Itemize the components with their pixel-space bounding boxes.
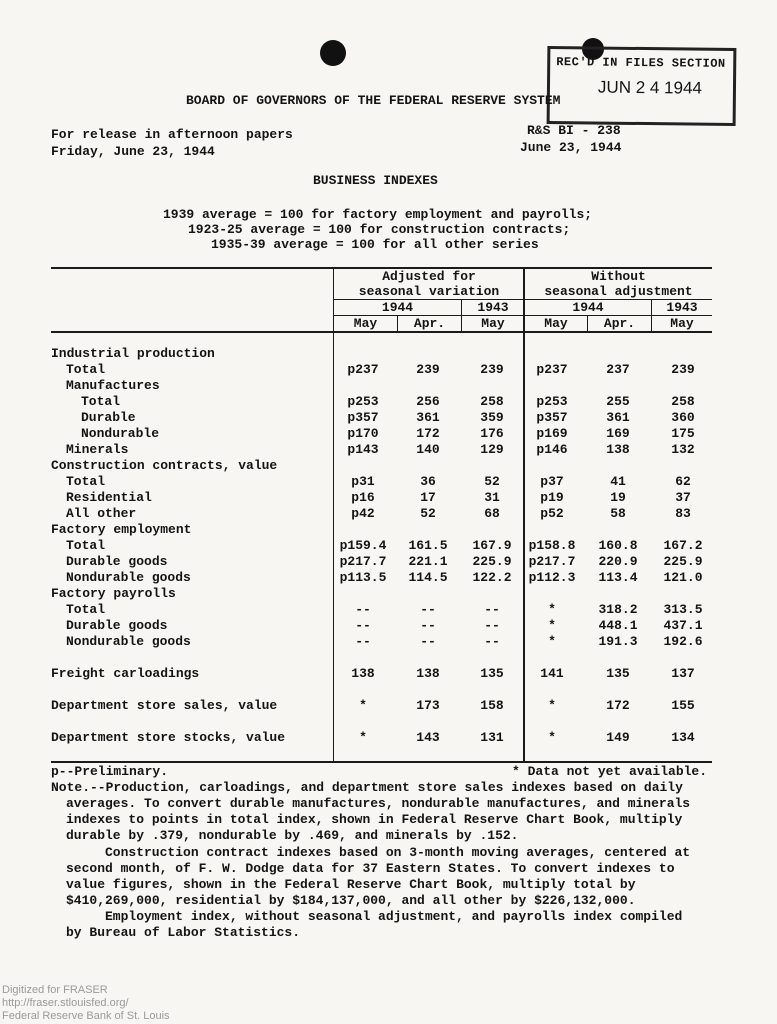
table-cell: p42	[351, 506, 375, 521]
table-cell: 149	[606, 730, 630, 745]
table-cell: *	[548, 602, 556, 617]
row-label: Nondurable goods	[66, 570, 191, 585]
table-cell: 225.9	[472, 554, 512, 569]
reference-date: June 23, 1944	[520, 140, 622, 155]
table-cell: p158.8	[528, 538, 576, 553]
table-cell: p31	[351, 474, 375, 489]
table-cell: 129	[480, 442, 504, 457]
table-cell: --	[355, 602, 371, 617]
release-line-1: For release in afternoon papers	[51, 127, 293, 142]
table-cell: 122.2	[472, 570, 512, 585]
table-cell: p217.7	[528, 554, 576, 569]
table-cell: *	[548, 730, 556, 745]
table-cell: 140	[416, 442, 440, 457]
month-header: May	[670, 316, 694, 331]
table-cell: 437.1	[663, 618, 703, 633]
group-without-line-2: seasonal adjustment	[544, 284, 693, 299]
table-cell: 143	[416, 730, 440, 745]
year-header: 1944	[381, 300, 414, 315]
row-label: Nondurable goods	[66, 634, 191, 649]
table-cell: p237	[536, 362, 568, 377]
table-cell: --	[484, 602, 500, 617]
table-cell: 83	[675, 506, 691, 521]
table-cell: 258	[480, 394, 504, 409]
table-cell: *	[548, 634, 556, 649]
note-line: Construction contract indexes based on 3-month moving averages, centered at	[105, 845, 691, 860]
table-cell: 132	[671, 442, 695, 457]
table-cell: 19	[610, 490, 626, 505]
table-cell: 138	[351, 666, 375, 681]
note-line: Note.--Production, carloadings, and department store sales indexes based on daily	[51, 780, 683, 795]
table-cell: --	[355, 634, 371, 649]
table-cell: --	[420, 618, 436, 633]
month-header: Apr.	[413, 316, 446, 331]
column-divider	[333, 268, 334, 762]
row-label: Total	[66, 538, 106, 553]
month-header: May	[353, 316, 378, 331]
footer-bank: Federal Reserve Bank of St. Louis	[2, 1010, 170, 1022]
table-cell: 448.1	[598, 618, 638, 633]
row-label: Durable	[81, 410, 136, 425]
table-cell: --	[484, 634, 500, 649]
header-bottom-rule	[51, 331, 712, 333]
table-cell: p113.5	[339, 570, 387, 585]
table-cell: 167.2	[663, 538, 703, 553]
table-cell: 135	[606, 666, 630, 681]
table-cell: 192.6	[663, 634, 703, 649]
not-available-note: * Data not yet available.	[512, 764, 708, 779]
table-cell: 167.9	[472, 538, 512, 553]
table-cell: 135	[480, 666, 504, 681]
table-cell: p169	[536, 426, 568, 441]
row-label: Factory payrolls	[51, 586, 176, 601]
table-cell: 138	[416, 666, 440, 681]
table-cell: 31	[484, 490, 500, 505]
table-cell: --	[484, 618, 500, 633]
row-label: Industrial production	[51, 346, 215, 361]
table-cell: 239	[480, 362, 504, 377]
table-cell: p143	[347, 442, 379, 457]
table-cell: 155	[671, 698, 695, 713]
table-cell: 141	[540, 666, 564, 681]
table-cell: 169	[606, 426, 630, 441]
table-cell: *	[359, 698, 367, 713]
table-cell: 114.5	[408, 570, 448, 585]
row-label: Factory employment	[51, 522, 192, 537]
row-label: Durable goods	[66, 554, 168, 569]
table-cell: *	[548, 698, 556, 713]
table-cell: 172	[416, 426, 440, 441]
table-cell: 221.1	[408, 554, 448, 569]
row-label: Department store stocks, value	[51, 730, 286, 745]
table-cell: p237	[347, 362, 379, 377]
row-label: Total	[81, 394, 121, 409]
table-cell: 137	[671, 666, 695, 681]
table-cell: 131	[480, 730, 504, 745]
table-cell: 359	[480, 410, 504, 425]
note-line: averages. To convert durable manufactures, nondurable manufactures, and minerals	[66, 796, 691, 811]
year-header: 1943	[477, 300, 509, 315]
table-cell: 220.9	[598, 554, 638, 569]
group-adjusted-line-2: seasonal variation	[358, 284, 500, 299]
table-cell: 239	[416, 362, 440, 377]
table-cell: 158	[480, 698, 504, 713]
year-header: 1944	[572, 300, 604, 315]
table-cell: 256	[416, 394, 440, 409]
month-header: May	[544, 316, 568, 331]
table-cell: 161.5	[408, 538, 448, 553]
group-adjusted-line-1: Adjusted for	[382, 269, 476, 284]
table-cell: --	[355, 618, 371, 633]
month-header: Apr.	[603, 316, 636, 331]
table-cell: 360	[671, 410, 695, 425]
table-cell: p52	[540, 506, 564, 521]
row-label: Total	[66, 474, 106, 489]
table-cell: *	[359, 730, 367, 745]
table-cell: p253	[347, 394, 379, 409]
table-cell: p16	[351, 490, 375, 505]
note-line: $410,269,000, residential by $184,137,000, and all other by $226,132,000.	[66, 893, 636, 908]
row-label: Durable goods	[66, 618, 168, 633]
table-cell: p253	[536, 394, 568, 409]
table-cell: 134	[671, 730, 695, 745]
table-bottom-rule	[51, 761, 712, 763]
stamp-date: JUN 2 4 1944	[597, 77, 703, 98]
month-header: May	[481, 316, 505, 331]
table-cell: p19	[540, 490, 564, 505]
row-label: Nondurable	[81, 426, 160, 441]
table-cell: 237	[606, 362, 630, 377]
row-label: Total	[66, 362, 106, 377]
punch-hole	[320, 40, 346, 66]
received-stamp	[547, 46, 737, 126]
table-cell: p37	[540, 474, 564, 489]
group-without-line-1: Without	[591, 269, 646, 284]
table-cell: p170	[347, 426, 379, 441]
table-cell: 37	[675, 490, 691, 505]
year-header: 1943	[666, 300, 698, 315]
table-cell: p159.4	[339, 538, 387, 553]
stamp-title: REC'D IN FILES SECTION	[556, 55, 726, 71]
table-cell: 160.8	[598, 538, 638, 553]
table-cell: p357	[347, 410, 379, 425]
row-label: Total	[66, 602, 106, 617]
note-line: by Bureau of Labor Statistics.	[66, 925, 301, 940]
row-label: Freight carloadings	[51, 666, 200, 681]
table-cell: --	[420, 602, 436, 617]
table-cell: 121.0	[663, 570, 703, 585]
table-cell: 52	[484, 474, 500, 489]
table-cell: 255	[606, 394, 630, 409]
row-label: Manufactures	[66, 378, 160, 393]
table-cell: 138	[606, 442, 630, 457]
row-label: All other	[66, 506, 137, 521]
reference-code: R&S BI - 238	[527, 123, 621, 138]
preliminary-note: p--Preliminary.	[51, 764, 169, 779]
table-cell: 58	[610, 506, 626, 521]
footer-digitized: Digitized for FRASER	[2, 984, 108, 996]
release-line-2: Friday, June 23, 1944	[51, 144, 215, 159]
table-cell: p357	[536, 410, 568, 425]
row-label: Minerals	[66, 442, 129, 457]
table-cell: 175	[671, 426, 695, 441]
table-cell: p112.3	[528, 570, 576, 585]
row-label: Residential	[66, 490, 152, 505]
note-line: durable by .379, nondurable by .469, and minerals by .152.	[66, 828, 519, 843]
table-cell: 258	[671, 394, 695, 409]
table-cell: 17	[420, 490, 436, 505]
table-cell: 239	[671, 362, 695, 377]
table-cell: 113.4	[598, 570, 638, 585]
table-cell: 68	[484, 506, 500, 521]
document-title: BUSINESS INDEXES	[313, 173, 438, 188]
note-line: second month, of F. W. Dodge data for 37 Eastern States. To convert indexes to	[66, 861, 675, 876]
table-cell: 361	[416, 410, 440, 425]
table-cell: 36	[420, 474, 436, 489]
table-cell: 173	[416, 698, 440, 713]
table-cell: 361	[606, 410, 630, 425]
note-line: Employment index, without seasonal adjustment, and payrolls index compiled	[105, 909, 683, 924]
table-cell: p217.7	[339, 554, 387, 569]
table-cell: 62	[675, 474, 691, 489]
base-note-2: 1923-25 average = 100 for construction contracts;	[188, 222, 571, 237]
table-cell: 52	[420, 506, 436, 521]
table-cell: p146	[536, 442, 568, 457]
table-cell: 191.3	[598, 634, 638, 649]
table-cell: 176	[480, 426, 504, 441]
note-line: indexes to points in total index, shown in Federal Reserve Chart Book, multiply	[66, 812, 683, 827]
table-cell: --	[420, 634, 436, 649]
base-note-1: 1939 average = 100 for factory employment and payrolls;	[163, 207, 593, 222]
table-cell: 172	[606, 698, 630, 713]
table-cell: 318.2	[598, 602, 638, 617]
row-label: Department store sales, value	[51, 698, 278, 713]
note-line: value figures, shown in the Federal Reserve Chart Book, multiply total by	[66, 877, 636, 892]
row-label: Construction contracts, value	[51, 458, 278, 473]
table-cell: 313.5	[663, 602, 703, 617]
base-note-3: 1935-39 average = 100 for all other series	[211, 237, 539, 252]
table-cell: 41	[610, 474, 626, 489]
table-cell: *	[548, 618, 556, 633]
agency-title: BOARD OF GOVERNORS OF THE FEDERAL RESERVE SYSTEM	[186, 93, 561, 108]
footer-url[interactable]: http://fraser.stlouisfed.org/	[2, 997, 129, 1009]
table-cell: 225.9	[663, 554, 703, 569]
